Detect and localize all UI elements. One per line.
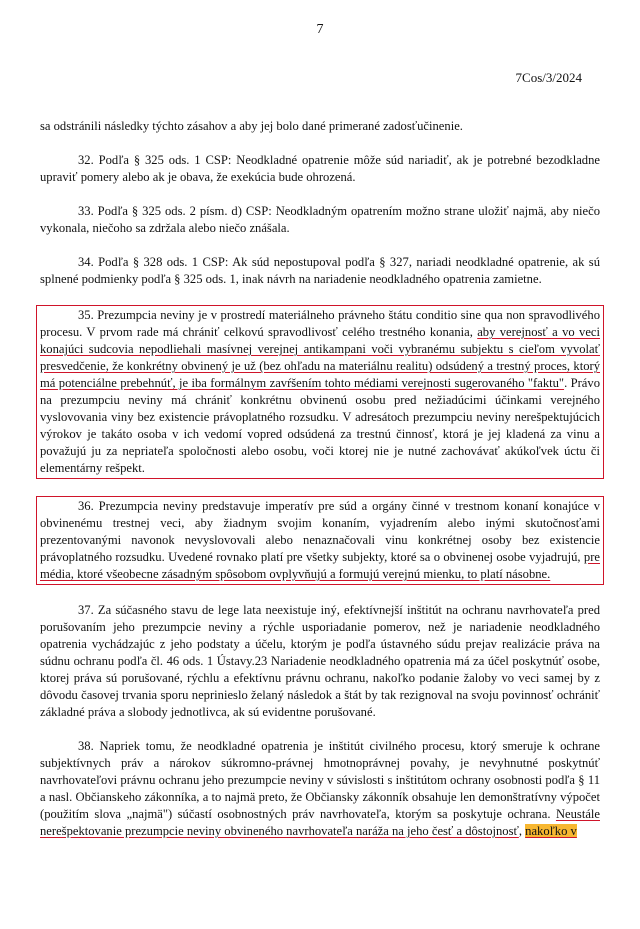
- underlined-passage-35: aby verejnosť a vo veci konajúci sudcovia nepodliehali masívnej verejnej antikampani voči vybranému subjektu s cieľom vyvolať presvedčenie, že konkrétny obvinený je už (bez ohľadu na materiálnu realitu) odsúdený a trestný proces, ktorý má potenciálne prebehnúť, je iba formálnym zavŕšením tohto médiami verejnosti sugerovaného "faktu": [40, 325, 600, 390]
- paragraph-35: [40, 307, 600, 477]
- page-number: 7: [316, 22, 324, 37]
- underlined-passage-38: Neustále nerešpektovanie prezumpcie neviny obvineného navrhovateľa naráža na jeho česť a dôstojnosť: [40, 807, 600, 838]
- paragraph-continuation: sa odstránili následky týchto zásahov a aby jej bolo dané primerané zadosťučinenie.: [40, 119, 463, 133]
- underlined-passage-36: pre média, ktoré všeobecne zásadným spôsobom ovplyvňujú a formujú verejnú mienku, to platí násobne.: [40, 550, 600, 581]
- paragraph-36-intro: 36. Prezumpcia neviny predstavuje imperatív pre súd a orgány činné v trestnom konaní konajúce v obvinenému trestnej veci, aby žiadnym svojim konaním, vyjadrením alebo inými skutočnosťami prezentovanými navonok nevyslovovali alebo nenaznačovali vinu konkrétnej osoby bez existencie právoplatného rozsudku. Uvedené rovnako platí pre všetky subjekty, ktoré sa o obvinenej osobe vyjadrujú,: [40, 499, 600, 564]
- document-body: [40, 118, 600, 857]
- paragraph-34: 34. Podľa § 328 ods. 1 CSP: Ak súd nepostupoval podľa § 327, nariadi neodkladné opatrenie, ak sú splnené podmienky podľa § 325 ods. 1, inak návrh na nariadenie neodkladného opatrenia zamietne.: [40, 255, 600, 286]
- paragraph-35-rest: . Právo na prezumpciu neviny má chrániť konkrétnu obvinenú osobu pred nežiadúcimi účinkami verejného vyslovovania viny bez existencie právoplatného rozsudku. V adresátoch prezumpciu neviny nerešpektujúcich výrokov je takáto osoba v ich vedomí vopred odsúdená za trestnú činnosť, ktorá je jej kladená za vinu a považujú ju za nepriateľa spoločnosti alebo osobu, voči ktorej nie je nutné zachovávať akúkoľvek úctu či elementárny rešpekt.: [40, 376, 600, 475]
- paragraph-33: 33. Podľa § 325 ods. 2 písm. d) CSP: Neodkladným opatrením možno strane uložiť najmä, aby niečo vykonala, niečoho sa zdržala alebo niečo znášala.: [40, 204, 600, 235]
- paragraph-38: [40, 738, 600, 840]
- paragraph-36: [40, 498, 600, 583]
- paragraph-38-comma: ,: [518, 824, 526, 838]
- case-number: 7Cos/3/2024: [515, 70, 582, 85]
- red-annotation-box-36: [36, 496, 604, 585]
- paragraph-32: 32. Podľa § 325 ods. 1 CSP: Neodkladné opatrenie môže súd nariadiť, ak je potrebné bezodkladne upraviť pomery alebo ak je obava, že exekúcia bude ohrozená.: [40, 153, 600, 184]
- paragraph-35-intro: 35. Prezumpcia neviny je v prostredí materiálneho právneho štátu conditio sine qua non spravodlivého procesu. V prvom rade má chrániť celkovú spravodlivosť celého trestného konania,: [40, 308, 600, 339]
- highlighted-passage-38: nakoľko v: [525, 824, 577, 838]
- red-annotation-box-35: [36, 305, 604, 479]
- paragraph-38-intro: 38. Napriek tomu, že neodkladné opatrenia je inštitút civilného procesu, ktorý smeruje k ochrane subjektívnych práv a nárokov súkromno-právnej hmotnoprávnej povahy, je nevyhnutné poskytnúť navrhovateľovi právnu ochranu jeho prezumpcie neviny v súvislosti s inštitútom ochrany osobnosti podľa § 11 a nasl. Občianskeho zákonníka, a to najmä preto, že Občiansky zákonník obsahuje len demonštratívny výpočet (použitím slova „najmä") súčastí osobnostných práv navrhovateľa, ktorým sa poskytuje ochrana.: [40, 739, 600, 821]
- paragraph-37: 37. Za súčasného stavu de lege lata neexistuje iný, efektívnejší inštitút na ochranu navrhovateľa pred porušovaním jeho prezumpcie neviny a rýchle usporiadanie pomerov, než je nariadenie neodkladného opatrenia vychádzajúc z jeho podstaty a účelu, ktorým je podľa ústavného súdu prejav realizácie práva na súdnu ochranu podľa čl. 46 ods. 1 Ústavy.23 Nariadenie neodkladného opatrenia má za účel poskytnúť osobe, ktorej práva sú porušované, rýchlu a efektívnu právnu ochranu, nakoľko podanie žaloby vo veci samej by z dôvodu časovej trvania sporu neprinieslo želaný následok a štát by tak rezignoval na svoju povinnosť ochrániť základné práva a slobody jednotlivca, ak sú evidentne porušované.: [40, 603, 600, 719]
